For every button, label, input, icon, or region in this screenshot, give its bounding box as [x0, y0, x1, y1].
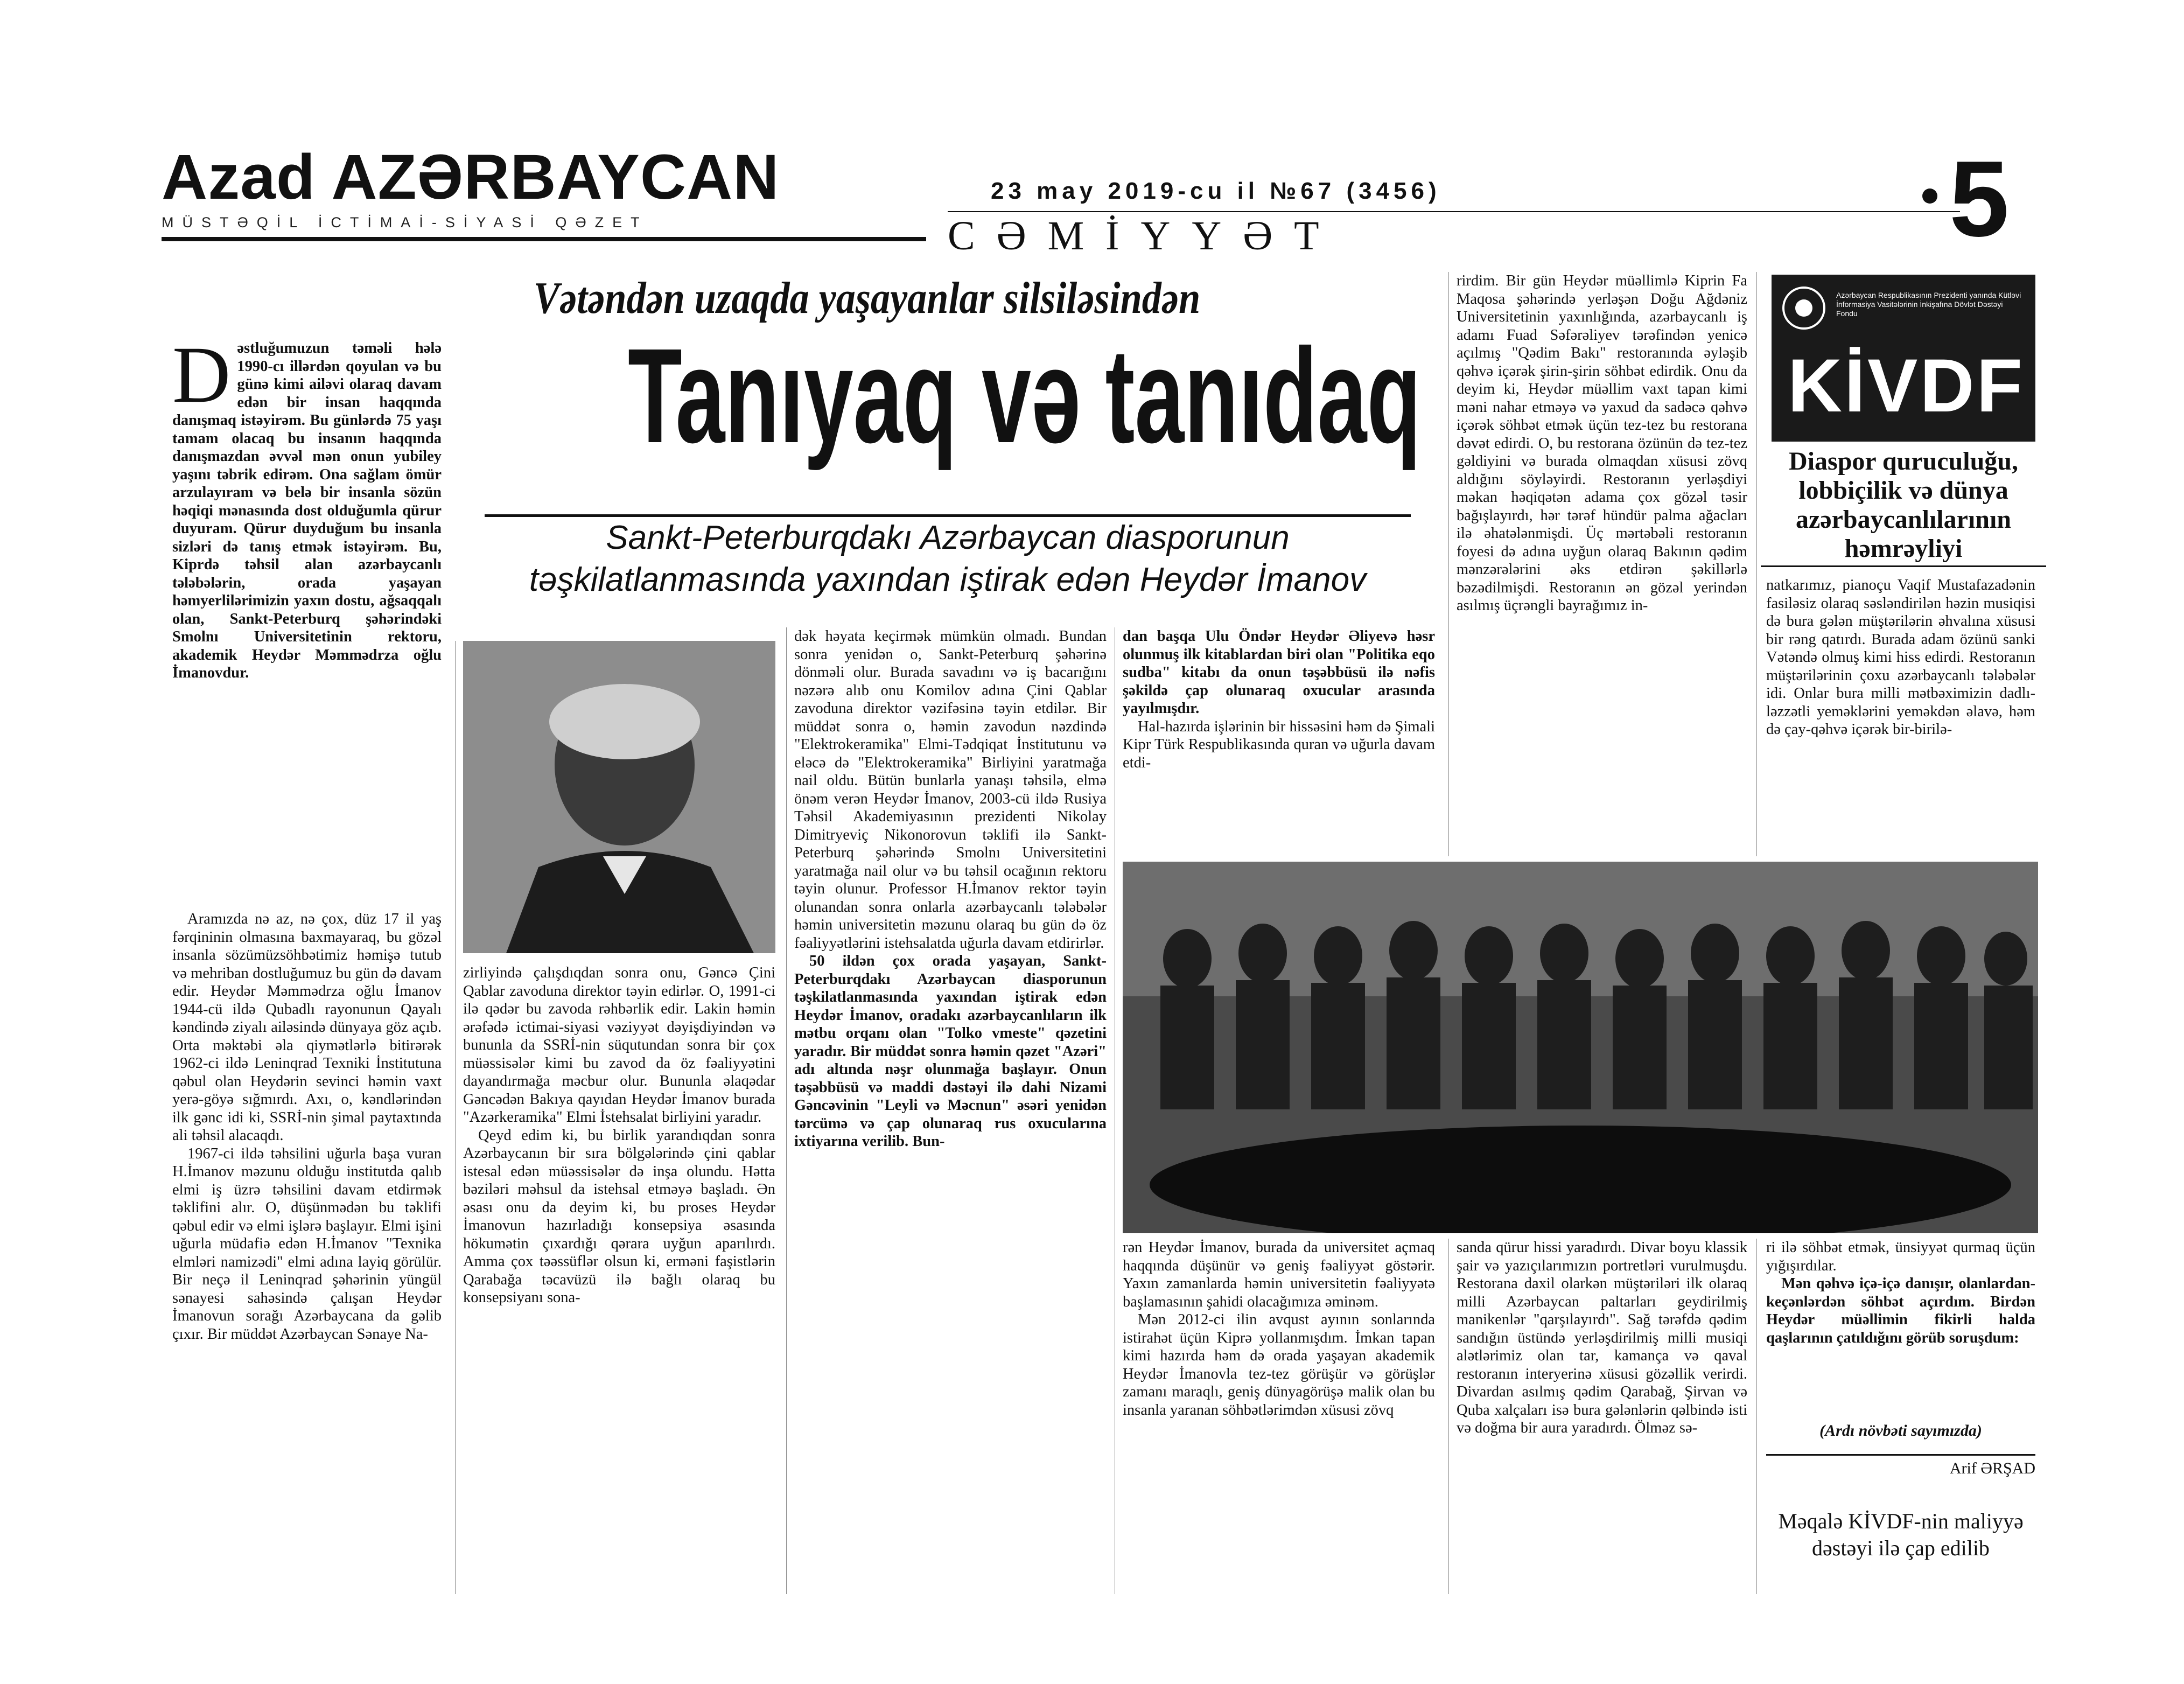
column-5-bottom: [1457, 1239, 1747, 1594]
paragraph: sanda qürur hissi yaradırdı. Divar boyu klassik şair və yazıçılarımızın portretləri vurulmuşdu. Restorana daxil olarkən müştəriləri ilk olaraq milli Azərbaycan paltarları geydirilmiş manikenlər "qarşılayırdı". Sağ tərəfdə qədim sandığın üstündə yerləşdirilmiş milli musiqi alətlərimiz olan tar, kamança və qaval restoranın interyerinə xüsusi gözəllik verirdi. Divardan asılmış qədim Qarabağ, Şirvan və Quba xalçaları isə bura gələnlərin qəlbində isti və doğma bir aura yaradırdı. Ölməz sə-: [1457, 1239, 1747, 1436]
kivdf-logo: [1772, 275, 2035, 442]
column-divider: [786, 627, 787, 1594]
column-3: [794, 627, 1107, 1594]
article-series: Vətəndən uzaqda yaşayanlar silsiləsindən: [533, 273, 1201, 323]
column-6-top: [1766, 576, 2035, 856]
paragraph: rirdim. Bir gün Heydər müəllimlə Kiprin Fa Maqosa şəhərində yerləşən Doğu Ağdəniz Universitetinin yaxınlığında, azərbaycanlı iş adamı Fuad Səfərəliyev tərəfindən yenicə açılmış "Qədim Bakı" restoranında əyləşib qəhvə içərək şirin-şirin söhbət edirdik. Onu da deyim ki, Heydər müəllim vaxt tapan kimi məni nahar etməyə və yaxud da sadəcə qəhvə içərək söhbət etmək üçün tez-tez bu restorana dəvət edirdi. O, bu restorana özünün də tez-tez gəldiyini və burada olmaqdan xüsusi zövq aldığını söyləyirdi. Restoranın yerləşdiyi məkan həqiqətən adama çox gözəl təsir bağışlayırdı, hər tərəf hündür palma ağacları ilə əhatələnmişdi. Üç mərtəbəli restoranın foyesi də adına uyğun olaraq Bakının qədim mənzərələrini əks etdirən şəkillərlə bəzədilmişdi. Restoranın ən gözəl yerindən asılmış üçrəngli bayrağımız in-: [1457, 272, 1747, 614]
theme-rule: [1761, 565, 2046, 567]
funding-note: Məqalə KİVDF-nin maliyyə dəstəyi ilə çap edilib: [1778, 1509, 2024, 1560]
section-title: CƏMİYYƏT: [948, 213, 1341, 258]
intro-text: əstluğumuzun təməli hələ 1990-cı illərdən qoyulan və bu günə kimi ailəvi olaraq davam edən bir insan haqqında danışmaq istəyirəm. Bu günlərdə 75 yaşı tamam olacaq bu insanın haqqında danışmazdan əvvəl mən onun yubiley yaşını təbrik edirəm. Ona sağlam ömür arzulayıram və belə bir insanla sözün həqiqi mənasında dost olduğumla qürur duyuram. Qürur duyduğum bu insanla sizləri də tanış etmək istəyirəm. Bu, Kiprdə təhsil alan azərbaycanlı tələbələrin, orada yaşayan həmyerlilərimizin yaxın dostu, ağsaqqalı olan, Sankt-Peterburq şəhərindəki Smolnı Universitetinin rektoru, akademik Heydər Məmmədrza oğlu İmanovdur.: [172, 340, 442, 681]
paragraph: 1967-ci ildə təhsilini uğurla başa vuran H.İmanov məzunu olduğu institutda qalıb elmi iş üzrə təhsilini davam etdirmək təklifini alır. O, düşünmədən bu təklifi qəbul edir və elmi işlərə başlayır. Elmi işini uğurla müdafiə edən H.İmanov "Texnika elmləri namizədi" elmi adına layiq görülür. Bir neçə il Leninqrad şəhərinin yüngül sənayesi sahəsində çalışan Heydər İmanovun sorağı Azərbaycana da gəlib çıxır. Bir müddət Azərbaycan Sənaye Na-: [172, 1145, 442, 1343]
column-divider: [1756, 1239, 1757, 1594]
newspaper-subtitle: MÜSTƏQİL İCTİMAİ-SİYASİ QƏZET: [162, 214, 648, 230]
column-6-bottom: [1766, 1239, 2035, 1433]
author-name: Arif ƏRŞAD: [1949, 1459, 2035, 1477]
article-headline: Tanıyaq və tanıdaq: [628, 320, 1422, 471]
paragraph: natkarımız, pianoçu Vaqif Mustafazadənin fasiləsiz olaraq səsləndirilən həzin musiqisi də bura gələn müştərilərin əhvalına xüsusi bir rəng qatırdı. Burada adam özünü sanki Vətəndə olmuş kimi hiss edirdi. Restoranın müştərilərinin çoxu azərbaycanlı tələbələr idi. Onlar bura milli mətbəximizin dadlı-ləzzətli yeməklərini yeməkdən əlavə, həm də çay-qəhvə içərək bir-birilə-: [1766, 577, 2035, 738]
paragraph: zirliyində çalışdıqdan sonra onu, Gəncə Çini Qablar zavoduna direktor təyin edirlər. O, 1991-ci ilə qədər bu zavoda rəhbərlik edir. Lakin həmin ərəfədə ictimai-siyasi vəziyyət dəyişdiyindən və bununla da SSRİ-nin süqutundan sonra bir çox müəssisələr kimi bu zavod da öz fəaliyyətini dayandırmağa məcbur olur. Bununla əlaqədar Gəncədən Bakıya qayıdan Heydər İmanov burada "Azərkeramika" Elmi İstehsalat birliyini yaradır.: [463, 965, 775, 1126]
portrait-image: [463, 641, 775, 953]
paragraph: Hal-hazırda işlərinin bir hissəsini həm də Şimali Kipr Türk Respublikasında quran və uğurla davam etdi-: [1123, 718, 1435, 771]
paragraph: Mən qəhvə içə-içə danışır, olanlardan-keçənlərdən söhbət açırdım. Birdən Heydər müəllimin fikirli halda qaşlarının çatıldığını görüb soruşdum:: [1766, 1275, 2035, 1346]
column-4-top: [1123, 627, 1435, 854]
column-1: [172, 910, 442, 1591]
group-photo: [1123, 862, 2038, 1233]
logo-caption: Azərbaycan Respublikasının Prezidenti yanında Kütləvi İnformasiya Vasitələrinin İnkişafına Dövlət Dəstəyi Fondu: [1836, 291, 2021, 318]
paragraph: Qeyd edim ki, bu birlik yarandıqdan sonra Azərbaycanın bir sıra bölgələrində çini qablar istesal edən müəssisələr də inşa olundu. Hətta bəziləri məhsul da istehsal etməyə başladı. Ən əsası onu da deyim ki, bu proses Heydər İmanovun hazırladığı konsepsiya əsasında hökumətin çıxardığı qərara uyğun aparılırdı. Amma çox təəssüflər olsun ki, erməni faşistlərin Qarabağa təcavüzü ilə bağlı olaraq bu konsepsiyanı sona-: [463, 1127, 775, 1306]
column-divider: [1448, 1239, 1449, 1594]
portrait-photo: [463, 641, 775, 953]
paragraph: dək həyata keçirmək mümkün olmadı. Bundan sonra yenidən o, Sankt-Peterburq şəhərinə dönməli olur. Burada savadını və iş bacarığını nəzərə alıb onu Komilov adına Çini Qablar zavoduna direktor vəzifəsinə təyin etdilər. Bir müddət sonra o, həmin zavodun nəzdində "Elektrokeramika" Elmi-Tədqiqat İnstitutunu və eləcə də "Elektrokeramika" Birliyini yaratmağa nail oldu. Bütün bunlarla yanaşı təhsilə, elmə önəm verən Heydər İmanov, 2003-cü ildə Rusiya Təhsil Akademiyasının prezidenti Nikolay Dimitryeviç Nikonorovun təklifi ilə Sankt-Peterburq şəhərində Smolnı Universitetini yaratmağa nail olur və bu təhsil ocağının rektoru təyin olunur. Professor H.İmanov rektor təyin olunandan sonra onlarla azərbaycanlı tələbələr həmin universitetin məzunu olaraq bu gün də öz fəaliyyətlərini istehsalatda uğurla davam etdirirlər.: [794, 628, 1107, 952]
group-photo-image: [1123, 862, 2038, 1233]
date-rule: [948, 211, 1960, 212]
theme-title: Diaspor quruculuğu, lobbiçilik və dünya azərbaycanlılarının həmrəyliyi: [1789, 447, 2018, 563]
date-issue: 23 may 2019-cu il №67 (3456): [991, 178, 1441, 204]
paragraph: Mən 2012-ci ilin avqust ayının sonlarında istirahət üçün Kiprə yollanmışdım. İmkan tapan kimi hazırda həm də orada yaşayan akademik Heydər İmanovla tez-tez görüşür və görüşlər zamanı maraqlı, geniş dünyagörüşə malik olan bu insanla yaranan söhbətlərimdən xüsusi zövq: [1123, 1311, 1435, 1419]
page-number: 5: [1949, 139, 2010, 259]
masthead: [162, 142, 780, 231]
paragraph: ri ilə söhbət etmək, ünsiyyət qurmaq üçün yığışırdılar.: [1766, 1239, 2035, 1274]
column-2: [463, 964, 775, 1594]
page-dot: [1922, 188, 1937, 204]
masthead-rule: [162, 237, 926, 241]
paragraph: rən Heydər İmanov, burada da universitet açmaq haqqında düşünür və geniş fəaliyyət göstərir. Yaxın zamanlarda həmin universitetin fəaliyyətə başlamasının şahidi olacağımıza əminəm.: [1123, 1239, 1435, 1310]
column-4-bottom: [1123, 1239, 1435, 1594]
paragraph: dan başqa Ulu Öndər Heydər Əliyevə həsr olunmuş ilk kitablardan biri olan "Politika eqo sudba" kitabı da onun təşəbbüsü ilə nəfis şəkildə çap olunaraq oxucular arasında yayılmışdır.: [1123, 628, 1435, 717]
article-intro: [172, 339, 442, 905]
column-divider: [455, 641, 456, 1594]
paragraph: 50 ildən çox orada yaşayan, Sankt-Peterburqdakı Azərbaycan diasporunun təşkilatlanmasında yaxından iştirak edən Heydər İmanov, oradakı azərbaycanlıların ilk mətbu orqanı olan "Tolko vmeste" qəzetini yaradır. Bir müddət sonra həmin qəzet "Azəri" adı altında nəşr olunmağa başlayır. Onun təşəbbüsü və maddi dəstəyi ilə dahi Nizami Gəncəvinin "Leyli və Məcnun" əsəri yenidən tərcümə və çap olunaraq rus oxucularına ixtiyarına verilib. Bun-: [794, 953, 1107, 1150]
dropcap: D: [172, 339, 231, 420]
logo-text: KİVDF: [1788, 343, 2025, 428]
author-rule: [1766, 1454, 2035, 1456]
column-5-top: [1457, 272, 1747, 856]
article-subhead: Sankt-Peterburqdakı Azərbaycan diasporunun təşkilatlanmasında yaxından iştirak edən Heydər İmanov: [529, 519, 1367, 598]
column-divider: [1448, 272, 1449, 856]
continued-note: (Ardı növbəti sayımızda): [1819, 1422, 1982, 1440]
column-divider: [1756, 272, 1757, 856]
newspaper-title: Azad AZƏRBAYCAN: [162, 142, 780, 213]
paragraph: Aramızda nə az, nə çox, düz 17 il yaş fərqininin olmasına baxmayaraq, bu gözəl insanla sözümüzsöhbətimiz həmişə tutub və mehriban dostluğumuz bu gün də davam edir. Heydər Məmmədrza oğlu İmanov 1944-cü ildə Qubadlı rayonunun Qayalı kəndində ziyalı ailəsində dünyaya göz açıb. Orta məktəbi əla qiymətlərlə bitirərək 1962-ci ildə Leninqrad Texniki İnstitutuna qəbul olan Heydərin sevinci həmin vaxt yerə-göyə sığmırdı. Axı, o, kəndlərindən ilk gənc idi ki, SSRİ-nin şimal paytaxtında ali təhsil alacaqdı.: [172, 911, 442, 1144]
